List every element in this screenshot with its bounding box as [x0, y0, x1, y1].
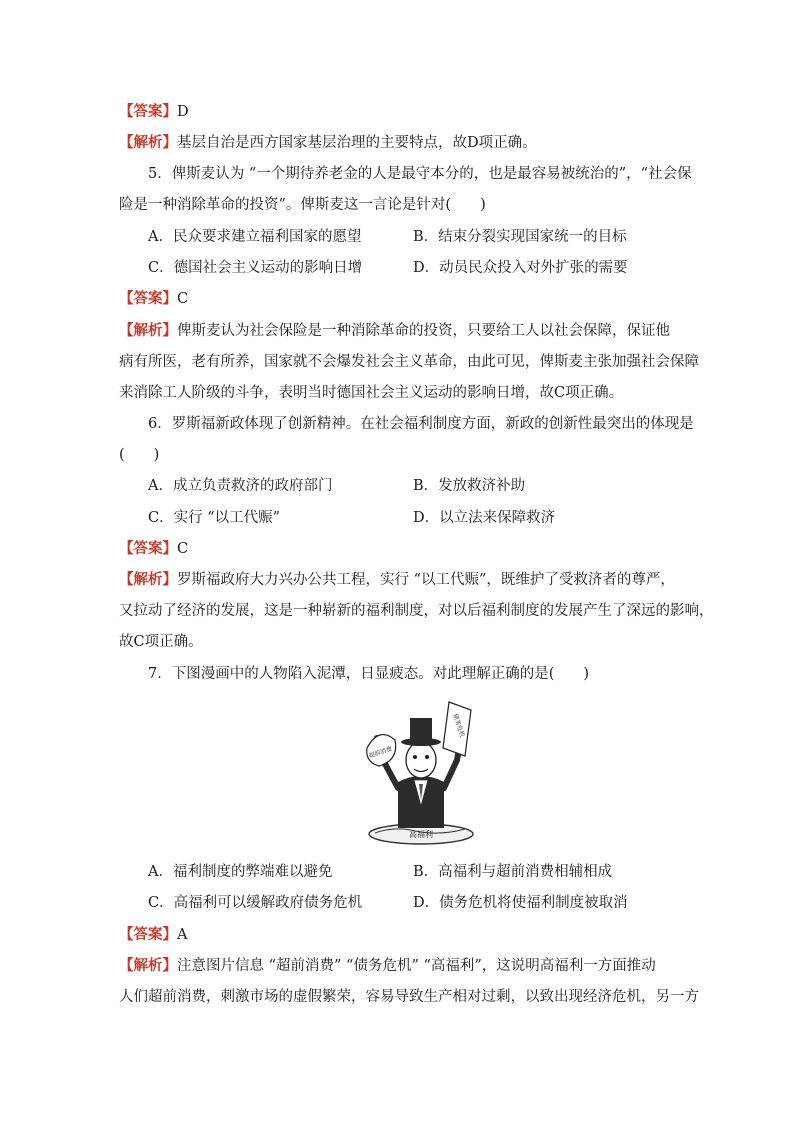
explanation-tag: 【解析】: [119, 571, 177, 588]
question-7-option-d[interactable]: D．债务危机将使福利制度被取消: [413, 895, 628, 911]
explanation-text: 基层自治是西方国家基层治理的主要特点，故D项正确。: [177, 135, 537, 151]
explanation-text: 罗斯福政府大力兴办公共工程，实行 “以工代赈”，既维护了受救济者的尊严，: [177, 572, 675, 588]
explanation-text: 俾斯麦认为社会保险是一种消除革命的投资，只要给工人以社会保障，保证他: [177, 323, 670, 339]
question-7-option-a[interactable]: A．福利制度的弊端难以避免: [148, 864, 333, 880]
explanation-5-line3: 来消除工人阶级的斗争，表明当时德国社会主义运动的影响日增，故C项正确。: [119, 385, 624, 401]
question-5-option-b[interactable]: B．结束分裂实现国家统一的目标: [413, 229, 627, 245]
explanation-6-line1: [119, 570, 679, 590]
answer-tag: 【答案】: [119, 103, 177, 120]
answer-value: D: [177, 104, 189, 120]
question-6-option-c[interactable]: C．实行 “以工代赈”: [148, 510, 281, 526]
explanation-tag: 【解析】: [119, 957, 177, 974]
question-6-option-d[interactable]: D．以立法来保障救济: [413, 510, 556, 526]
left-eye: [413, 755, 417, 759]
question-5-stem-line2: 险是一种消除革命的投资”。俾斯麦这一言论是针对( ): [119, 197, 486, 213]
answer-value: A: [177, 927, 188, 943]
answer-tag: 【答案】: [119, 290, 177, 307]
question-5-option-a[interactable]: A．民众要求建立福利国家的愿望: [148, 229, 362, 245]
question-6-stem-line2: ( ): [119, 447, 160, 463]
explanation-tag: 【解析】: [119, 134, 177, 151]
answer-6: [119, 539, 679, 559]
question-6-option-b[interactable]: B．发放救济补助: [413, 478, 526, 494]
explanation-4: [119, 133, 679, 153]
cartoon-illustration: [365, 696, 477, 846]
face: [406, 742, 436, 778]
explanation-6-line3: 故C项正确。: [119, 634, 203, 650]
question-7-option-c[interactable]: C．高福利可以缓解政府债务危机: [148, 895, 363, 911]
explanation-5-line2: 病有所医，老有所养，国家就不会爆发社会主义革命，由此可见，俾斯麦主张加强社会保障: [119, 354, 699, 370]
explanation-5-line1: [119, 321, 679, 341]
explanation-tag: 【解析】: [119, 322, 177, 339]
question-6-option-a[interactable]: A．成立负责救济的政府部门: [148, 478, 333, 494]
explanation-6-line2: 又拉动了经济的发展，这是一种崭新的福利制度，对以后福利制度的发展产生了深远的影响，: [119, 603, 714, 619]
answer-value: C: [177, 541, 189, 557]
answer-tag: 【答案】: [119, 540, 177, 557]
answer-tag: 【答案】: [119, 926, 177, 943]
explanation-7-line1: [119, 956, 679, 976]
explanation-7-line2: 人们超前消费，刺激市场的虚假繁荣，容易导致生产相对过剩，以致出现经济危机，另一方: [119, 989, 699, 1005]
question-5-option-d[interactable]: D．动员民众投入对外扩张的需要: [413, 260, 628, 276]
question-7-stem: 7．下图漫画中的人物陷入泥潭，日显疲态。对此理解正确的是( ): [148, 666, 590, 682]
question-6-stem-line1: 6．罗斯福新政体现了创新精神。在社会福利制度方面，新政的创新性最突出的体现是: [148, 416, 694, 432]
answer-4: [119, 102, 679, 122]
answer-value: C: [177, 291, 189, 307]
question-5-option-c[interactable]: C．德国社会主义运动的影响日增: [148, 260, 363, 276]
right-eye: [425, 755, 429, 759]
paper-label: 债务危机: [451, 713, 466, 739]
answer-5: [119, 289, 679, 309]
explanation-text: 注意图片信息 “超前消费” “债务危机” “高福利”，这说明高福利一方面推动: [177, 958, 656, 974]
question-5-stem-line1: 5．俾斯麦认为 “一个期待养老金的人是最守本分的，也是最容易被统治的”，“社会保: [148, 166, 692, 182]
hat-brim: [401, 738, 441, 746]
pool-label: 高福利: [409, 830, 433, 839]
question-7-option-b[interactable]: B．高福利与超前消费相辅相成: [413, 864, 613, 880]
answer-7: [119, 925, 679, 945]
bag-label: 超前消费: [368, 745, 394, 760]
